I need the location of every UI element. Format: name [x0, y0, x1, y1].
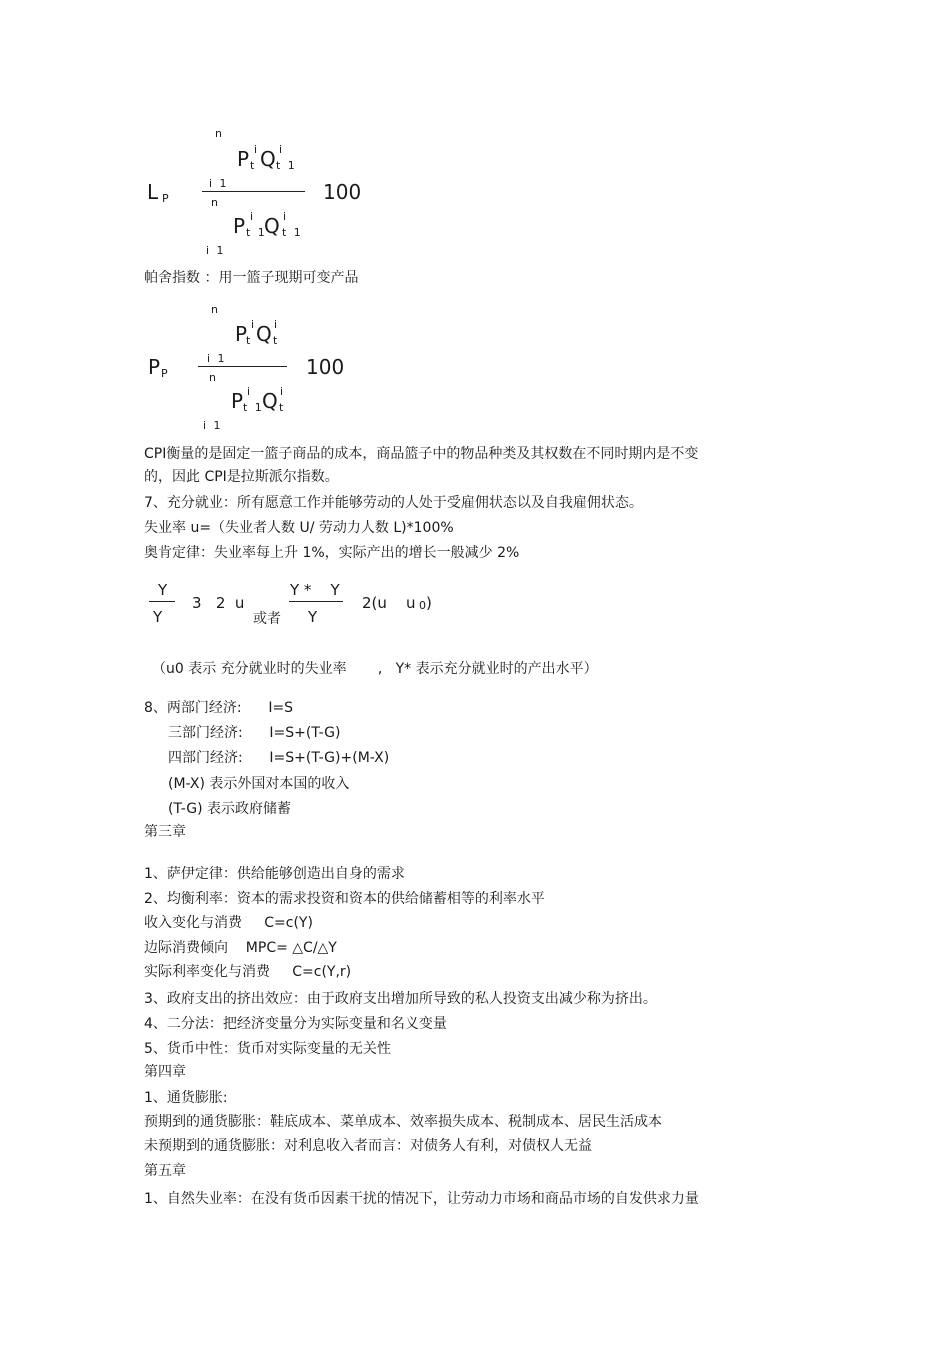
- denominator-P-sub: t 1: [246, 226, 265, 239]
- ch3-item-4: 4、二分法：把经济变量分为实际变量和名义变量: [144, 1016, 447, 1032]
- fraction-bar: [198, 366, 287, 367]
- numerator-Q: Q: [256, 322, 272, 346]
- frac1-numerator: Y: [158, 581, 168, 599]
- sum-upper-n: n: [211, 303, 218, 316]
- frac2-denominator: Y: [308, 608, 318, 626]
- chapter-5-heading: 第五章: [144, 1163, 186, 1179]
- times-100: 100: [306, 355, 345, 379]
- ch3-real-rate: 实际利率变化与消费 C=c(Y,r): [144, 964, 352, 980]
- numerator-Q-sup: i: [279, 143, 283, 156]
- frac1-bar: [149, 601, 175, 602]
- numerator-P-sup: i: [254, 143, 258, 156]
- ch3-item-5: 5、货币中性：货币对实际变量的无关性: [144, 1041, 391, 1057]
- okun-coefficient: 3 2 u: [192, 594, 245, 612]
- denominator-P-sup: i: [250, 210, 254, 223]
- denominator-P: P: [231, 389, 244, 413]
- ch3-item-1: 1、萨伊定律：供给能够创造出自身的需求: [144, 866, 405, 882]
- unemployment-rate: 失业率 u=（失业者人数 U/ 劳动力人数 L)*100%: [144, 520, 454, 536]
- numerator-Q-sub: t: [273, 334, 278, 347]
- sum-lower-i: i 1: [206, 244, 224, 257]
- numerator-Q-sup: i: [274, 318, 278, 331]
- denominator-Q-sup: i: [280, 385, 284, 398]
- ch3-item-3: 3、政府支出的挤出效应：由于政府支出增加所导致的私人投资支出减少称为挤出。: [144, 991, 657, 1007]
- sum-lower-n: n: [211, 196, 218, 209]
- cpi-line-2: 的，因此 CPI是拉斯派尔指数。: [144, 469, 339, 485]
- paasche-description: 帕舍指数 ：用一篮子现期可变产品: [144, 270, 359, 286]
- lhs-L-sub: P: [162, 192, 169, 205]
- denominator-Q: Q: [264, 214, 280, 238]
- denominator-Q: Q: [262, 389, 278, 413]
- denominator-Q-sub: t: [279, 401, 284, 414]
- numerator-P-sub: t: [250, 159, 255, 172]
- okun-tail-end: ): [426, 594, 432, 612]
- numerator-P: P: [235, 322, 248, 346]
- numerator-P: P: [237, 147, 250, 171]
- item-8-two-sector: 8、两部门经济: I=S: [144, 700, 294, 716]
- sum-upper-i: i 1: [207, 352, 225, 365]
- ch3-item-2: 2、均衡利率：资本的需求投资和资本的供给储蓄相等的利率水平: [144, 891, 545, 907]
- ch4-item-1: 1、通货膨胀:: [144, 1090, 228, 1106]
- lhs-P: P: [148, 355, 161, 379]
- sum-lower-i: i 1: [203, 419, 221, 432]
- sum-upper-n: n: [215, 127, 222, 140]
- denominator-P: P: [233, 214, 246, 238]
- ch4-expected-inflation: 预期到的通货膨胀：鞋底成本、菜单成本、效率损失成本、税制成本、居民生活成本: [144, 1114, 662, 1130]
- lhs-P-sub: P: [161, 367, 168, 380]
- okun-law: 奥肯定律：失业率每上升 1%，实际产出的增长一般减少 2%: [144, 545, 520, 561]
- lhs-L: L: [147, 180, 159, 204]
- ch5-item-1: 1、自然失业率：在没有货币因素干扰的情况下，让劳动力市场和商品市场的自发供求力量: [144, 1191, 699, 1207]
- okun-tail: 2(u u: [362, 594, 416, 612]
- frac2-bar: [289, 601, 343, 602]
- four-sector: 四部门经济: I=S+(T-G)+(M-X): [168, 750, 390, 766]
- denominator-P-sup: i: [247, 385, 251, 398]
- denominator-P-sub: t 1: [243, 401, 262, 414]
- fraction-bar: [202, 191, 305, 192]
- okun-tail-sub: 0: [419, 599, 426, 612]
- frac2-numerator: Y * Y: [290, 581, 340, 599]
- ch4-unexpected-inflation: 未预期到的通货膨胀：对利息收入者而言：对债务人有利，对债权人无益: [144, 1138, 592, 1154]
- item-7-full-employment: 7、充分就业：所有愿意工作并能够劳动的人处于受雇佣状态以及自我雇佣状态。: [144, 495, 643, 511]
- sum-lower-n: n: [209, 371, 216, 384]
- times-100: 100: [323, 180, 362, 204]
- frac1-denominator: Y: [153, 608, 163, 626]
- numerator-P-sup: i: [251, 318, 255, 331]
- numerator-Q: Q: [260, 147, 276, 171]
- chapter-3-heading: 第三章: [144, 824, 186, 840]
- sum-upper-i: i 1: [209, 177, 227, 190]
- numerator-Q-sub: t 1: [276, 159, 295, 172]
- denominator-Q-sup: i: [283, 210, 287, 223]
- three-sector: 三部门经济: I=S+(T-G): [168, 725, 341, 741]
- tg-note: (T-G) 表示政府储蓄: [168, 801, 292, 817]
- mx-note: (M-X) 表示外国对本国的收入: [168, 776, 350, 792]
- or-label: 或者: [253, 611, 281, 627]
- ch3-income-consumption: 收入变化与消费 C=c(Y): [144, 915, 313, 931]
- cpi-line-1: CPI衡量的是固定一篮子商品的成本，商品篮子中的物品种类及其权数在不同时期内是不变: [144, 446, 699, 462]
- okun-note: （u0 表示 充分就业时的失业率 , Y* 表示充分就业时的产出水平）: [152, 661, 598, 677]
- chapter-4-heading: 第四章: [144, 1064, 186, 1080]
- denominator-Q-sub: t 1: [282, 226, 301, 239]
- ch3-mpc: 边际消费倾向 MPC= △C/△Y: [144, 940, 337, 956]
- numerator-P-sub: t: [246, 334, 251, 347]
